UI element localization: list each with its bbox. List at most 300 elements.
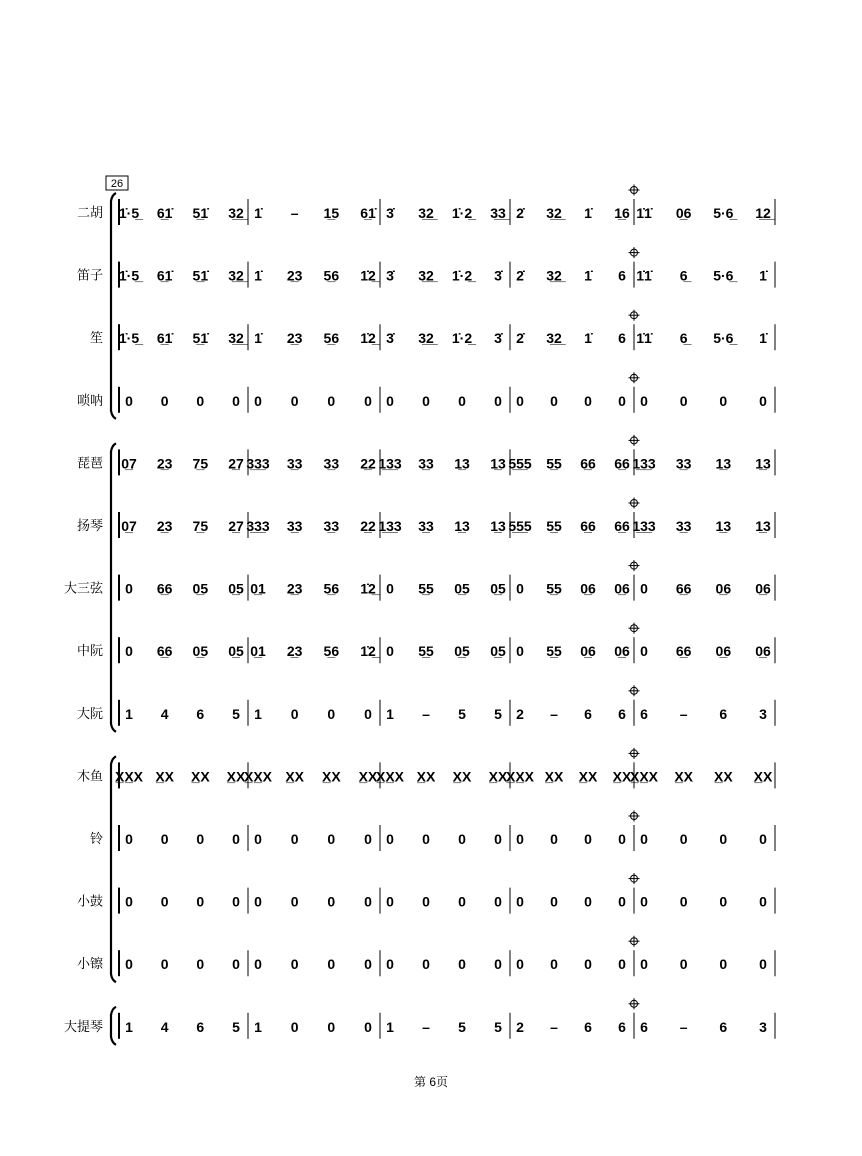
- note: 0: [640, 831, 648, 847]
- note: 2̲2: [360, 455, 376, 472]
- note: 5·6̲: [713, 205, 734, 221]
- note: 1̲3: [755, 518, 771, 534]
- note: 0̲5: [228, 580, 244, 597]
- note: 5̲6: [323, 643, 340, 660]
- note: 1̲3: [454, 455, 470, 472]
- note: 0: [160, 831, 169, 847]
- note: 6̲6: [614, 455, 630, 472]
- note: 7̲5: [192, 455, 209, 472]
- note: X̲X: [713, 768, 733, 785]
- note: X̲X: [226, 768, 246, 785]
- note: 6: [719, 705, 728, 722]
- coda-icon: [629, 560, 640, 571]
- note: 5̲5̲5: [508, 518, 532, 534]
- note: 1̲3: [490, 455, 506, 472]
- instrument-label: 扬琴: [76, 518, 103, 533]
- coda-icon: [629, 185, 640, 196]
- note: 6: [618, 330, 626, 347]
- note: 5: [458, 705, 466, 722]
- note: 0: [458, 831, 466, 847]
- note: 0: [719, 831, 728, 847]
- note: 1̇·2̲: [451, 267, 473, 284]
- note: 5̲1̇: [192, 330, 209, 347]
- note: 0̲5: [192, 580, 209, 597]
- note: 1: [125, 1018, 133, 1035]
- note: 0: [386, 392, 394, 409]
- instrument-label: 笙: [89, 330, 103, 346]
- note: 0: [550, 956, 558, 973]
- note: X̲X: [488, 768, 508, 785]
- note: 0: [386, 956, 394, 973]
- note: X̲X: [190, 768, 210, 785]
- note: 1: [386, 705, 394, 722]
- note: 2: [516, 705, 524, 722]
- note: 2̲3: [286, 267, 303, 284]
- note: 0: [364, 893, 372, 910]
- note: 6: [640, 1018, 648, 1035]
- note: 0: [254, 831, 262, 847]
- note: 0: [759, 831, 767, 847]
- note: 0: [364, 392, 372, 409]
- note: 1̇·5̲: [118, 330, 140, 347]
- note: 0̲6: [580, 643, 596, 660]
- note: 6̲6: [580, 518, 596, 534]
- note: 1̲3: [454, 518, 470, 534]
- note: 1̇2̲: [360, 267, 376, 284]
- note: 3̲2̲: [418, 205, 434, 221]
- note: 3̲3: [286, 455, 303, 472]
- note: 0̲6: [715, 580, 732, 597]
- note: 0: [550, 392, 558, 409]
- note: 2: [516, 1018, 524, 1035]
- note: 0̲5: [454, 580, 470, 597]
- note: X̲X̲X: [505, 768, 535, 785]
- note: 0: [327, 392, 336, 409]
- instrument-label: 大阮: [76, 705, 103, 721]
- note: 3̇: [386, 330, 394, 347]
- note: 0: [759, 893, 767, 910]
- note: 7̲5: [192, 518, 209, 534]
- note: 1̇1̇: [636, 330, 652, 347]
- note: X̲X: [612, 768, 632, 785]
- rehearsal-mark: [106, 176, 128, 190]
- coda-icon: [629, 310, 640, 321]
- note: 3̇: [494, 330, 502, 347]
- note: 1̲3: [490, 518, 506, 534]
- note: 6: [618, 705, 626, 722]
- note: 1̇: [254, 330, 262, 347]
- note: 0: [327, 705, 336, 722]
- instrument-label: 木鱼: [76, 768, 103, 784]
- note: 0: [327, 831, 336, 847]
- note: 1̇1̇: [636, 205, 652, 221]
- note: 0: [422, 831, 430, 847]
- note: 0: [516, 956, 524, 973]
- note: 1: [386, 1018, 394, 1035]
- note: X̲X̲X: [114, 768, 144, 785]
- instrument-label: 唢呐: [76, 392, 103, 408]
- note: 0: [125, 893, 133, 910]
- note: 0: [618, 392, 626, 409]
- note: 0̲5: [454, 643, 470, 660]
- note: –: [290, 205, 299, 221]
- note: 0: [458, 893, 466, 910]
- note: 5̲1̇: [192, 205, 209, 221]
- note: 4: [160, 705, 169, 722]
- note: 0̲6: [614, 643, 630, 660]
- coda-icon: [629, 748, 640, 759]
- note: 0: [640, 893, 648, 910]
- note: 6̲1̇: [156, 330, 173, 347]
- note: X̲X: [321, 768, 341, 785]
- note: X̲X: [285, 768, 305, 785]
- note: 0: [458, 392, 466, 409]
- note: –: [679, 705, 688, 722]
- system-bracket: [111, 193, 116, 419]
- note: 6̲6: [580, 455, 596, 472]
- note: 0: [679, 831, 688, 847]
- note: –: [550, 705, 558, 722]
- note: 0: [422, 956, 430, 973]
- note: –: [679, 1018, 688, 1035]
- note: 0: [584, 956, 592, 973]
- coda-icon: [629, 623, 640, 634]
- note: 6: [196, 705, 205, 722]
- note: 1̇: [254, 205, 262, 221]
- note: 5̲6: [323, 330, 340, 347]
- note: 0: [290, 1018, 299, 1035]
- coda-icon: [629, 998, 640, 1009]
- note: 3̲2̲: [228, 330, 244, 347]
- note: 5: [232, 705, 240, 722]
- note: 6: [584, 705, 592, 722]
- note: 0: [550, 831, 558, 847]
- note: 0̲6: [580, 580, 596, 597]
- note: 0: [679, 392, 688, 409]
- note: 0: [458, 956, 466, 973]
- note: –: [422, 705, 430, 722]
- note: 0: [232, 893, 240, 910]
- notes: [115, 205, 776, 1035]
- note: 5̲5: [418, 643, 434, 660]
- instrument-label: 笛子: [76, 267, 103, 283]
- note: 6̲1̇: [156, 267, 173, 284]
- note: 0: [584, 831, 592, 847]
- note: X̲X: [416, 768, 436, 785]
- note: 0: [290, 392, 299, 409]
- note: 3̲3̲3: [246, 518, 270, 534]
- note: 0: [550, 893, 558, 910]
- coda-icon: [629, 372, 640, 383]
- note: 6: [618, 1018, 626, 1035]
- note: 3̲2̲: [228, 205, 244, 221]
- instrument-label: 铃: [89, 831, 103, 846]
- note: 2̲2: [360, 518, 376, 534]
- note: 0: [364, 956, 372, 973]
- note: 2̲3: [156, 518, 173, 534]
- note: X̲X: [674, 768, 694, 785]
- note: 3̲3̲: [490, 205, 506, 221]
- note: 0: [196, 893, 205, 910]
- note: 0: [125, 956, 133, 973]
- note: 1: [254, 1018, 262, 1035]
- note: 0: [759, 392, 767, 409]
- note: 0: [719, 893, 728, 910]
- note: 0: [232, 831, 240, 847]
- note: 3: [759, 1018, 767, 1035]
- note: 1̲3: [755, 455, 771, 472]
- note: 2̲3: [286, 643, 303, 660]
- note: 1̇·5̲: [118, 267, 140, 284]
- note: 1̇2̲: [360, 580, 376, 597]
- note: 0: [254, 956, 262, 973]
- note: 3̲3: [675, 518, 692, 534]
- note: 0: [386, 893, 394, 910]
- note: 6: [640, 705, 648, 722]
- note: 0: [327, 893, 336, 910]
- note: 3̲2̲: [546, 330, 562, 347]
- note: 1̲5: [323, 205, 340, 221]
- system-bracket: [111, 1007, 116, 1045]
- note: 1̲3̲3: [378, 518, 402, 534]
- note: 1̲3̲3: [632, 455, 656, 472]
- note: 0: [196, 392, 205, 409]
- note: 0: [516, 392, 524, 409]
- system-brackets: [111, 193, 116, 1045]
- note: 0: [254, 392, 262, 409]
- note: 0̲6: [614, 580, 630, 597]
- note: 3̲2̲: [418, 330, 434, 347]
- note: 0: [516, 831, 524, 847]
- note: 0: [196, 831, 205, 847]
- note: 6̲6: [156, 580, 173, 597]
- note: X̲X̲X: [375, 768, 405, 785]
- note: 0: [254, 893, 262, 910]
- note: 1̇1̇: [636, 267, 652, 284]
- note: 5̲5: [546, 580, 562, 597]
- note: 0: [494, 392, 502, 409]
- note: 2̲7: [228, 518, 244, 534]
- note: 0: [640, 643, 648, 660]
- note: X̲X̲X: [629, 768, 659, 785]
- note: 0: [232, 956, 240, 973]
- note: 1: [254, 705, 262, 722]
- instrument-label: 小鼓: [76, 893, 103, 909]
- note: 3̲3: [418, 518, 434, 534]
- coda-icon: [629, 936, 640, 947]
- note: 3̲2̲: [546, 205, 562, 221]
- note: 0: [290, 705, 299, 722]
- note: 0: [364, 831, 372, 847]
- note: 5: [232, 1018, 240, 1035]
- note: 3̇: [494, 267, 502, 284]
- page-number: 第 6页: [413, 1075, 448, 1089]
- note: 0: [516, 893, 524, 910]
- instrument-label: 大三弦: [63, 580, 103, 596]
- note: 1: [125, 705, 133, 722]
- note: 1̇: [759, 330, 767, 347]
- note: 0: [516, 643, 524, 660]
- note: 3̲3: [323, 455, 340, 472]
- coda-icon: [629, 873, 640, 884]
- rehearsal-mark-text: 26: [110, 178, 124, 190]
- note: 0̲1: [250, 580, 266, 597]
- note: 3̇: [386, 205, 394, 221]
- coda-icon: [629, 247, 640, 258]
- note: X̲X: [578, 768, 598, 785]
- note: 0: [125, 580, 133, 597]
- note: 3̲3̲3: [246, 455, 270, 472]
- note: 0: [618, 956, 626, 973]
- note: 0: [160, 893, 169, 910]
- note: 4: [160, 1018, 169, 1035]
- note: 0: [640, 392, 648, 409]
- note: 1̲2̲: [755, 205, 771, 221]
- note: 1̇: [584, 267, 592, 284]
- note: 2̲7: [228, 455, 244, 472]
- note: 1̇·5̲: [118, 205, 140, 221]
- coda-icon: [629, 498, 640, 509]
- note: 0: [364, 1018, 372, 1035]
- note: 0: [679, 956, 688, 973]
- note: 0: [759, 956, 767, 973]
- note: 1̲3: [715, 455, 732, 472]
- instrument-label: 大提琴: [63, 1018, 103, 1034]
- instrument-label: 二胡: [76, 205, 103, 220]
- note: 3: [759, 705, 767, 722]
- coda-icon: [629, 811, 640, 822]
- note: 5·6̲: [713, 330, 734, 347]
- note: X̲X: [452, 768, 472, 785]
- note: 0̲5: [192, 643, 209, 660]
- note: 0: [196, 956, 205, 973]
- note: 0: [618, 893, 626, 910]
- note: 2̲3: [286, 580, 303, 597]
- note: 0: [618, 831, 626, 847]
- note: 0: [584, 893, 592, 910]
- note: 3̇: [386, 267, 394, 284]
- system-bracket: [111, 443, 116, 731]
- note: 3̲2̲: [546, 267, 562, 284]
- note: 6̲6: [675, 643, 692, 660]
- note: 1̇·2̲: [451, 205, 473, 221]
- instrument-labels: [64, 205, 104, 1034]
- note: 5̲1̇: [192, 267, 209, 284]
- note: 0̲6: [755, 643, 771, 660]
- note: –: [550, 1018, 558, 1035]
- note: 5·6̲: [713, 267, 734, 284]
- note: 0: [494, 893, 502, 910]
- note: 0: [160, 392, 169, 409]
- note: 0: [364, 705, 372, 722]
- note: X̲X: [544, 768, 564, 785]
- coda-icon: [629, 685, 640, 696]
- note: 5̲5: [546, 455, 562, 472]
- note: 1̲3̲3: [632, 518, 656, 534]
- note: 6̲: [679, 330, 688, 347]
- note: X̲X: [753, 768, 773, 785]
- note: 6: [719, 1018, 728, 1035]
- note: 1̇: [584, 205, 592, 221]
- note: 2̲3: [156, 455, 173, 472]
- note: 6: [196, 1018, 205, 1035]
- note: 5: [494, 705, 502, 722]
- note: 6̲1̇: [360, 205, 376, 221]
- note: 0̲5: [490, 580, 506, 597]
- note: 0: [679, 893, 688, 910]
- instrument-label: 小镲: [76, 956, 103, 972]
- note: 0̲6: [675, 205, 692, 221]
- note: 0: [232, 392, 240, 409]
- note: 0: [386, 643, 394, 660]
- note: 1̲6: [614, 205, 630, 221]
- note: 0: [290, 956, 299, 973]
- note: 3̲3: [286, 518, 303, 534]
- instrument-label: 中阮: [76, 643, 103, 659]
- note: 2̇: [516, 205, 524, 221]
- note: X̲X: [155, 768, 175, 785]
- note: 1̇: [584, 330, 592, 347]
- note: 0: [327, 956, 336, 973]
- note: 1̲3: [715, 518, 732, 534]
- note: 0̲5: [228, 643, 244, 660]
- note: 5̲5: [546, 518, 562, 534]
- note: 5̲5̲5: [508, 455, 532, 472]
- note: 1̇2̲: [360, 330, 376, 347]
- note: 5̲5: [418, 580, 434, 597]
- note: 0: [125, 643, 133, 660]
- note: 0̲7: [121, 518, 137, 534]
- note: 1̇: [254, 267, 262, 284]
- note: 0̲6: [715, 643, 732, 660]
- note: 0: [640, 956, 648, 973]
- note: 0: [422, 893, 430, 910]
- note: 0: [494, 831, 502, 847]
- note: 0: [386, 831, 394, 847]
- system-bracket: [111, 756, 116, 982]
- note: 0: [584, 392, 592, 409]
- note: 0: [516, 580, 524, 597]
- note: 6: [584, 1018, 592, 1035]
- note: –: [422, 1018, 430, 1035]
- note: 1̇2̲: [360, 643, 376, 660]
- note: 0̲5: [490, 643, 506, 660]
- note: 5: [458, 1018, 466, 1035]
- note: 3̲2̲: [418, 267, 434, 284]
- note: 0: [327, 1018, 336, 1035]
- note: X̲X: [358, 768, 378, 785]
- note: 1̇: [759, 267, 767, 284]
- note: 6̲1̇: [156, 205, 173, 221]
- note: 0̲7: [121, 455, 137, 472]
- note: 3̲2̲: [228, 267, 244, 284]
- note: 0̲1: [250, 643, 266, 660]
- note: 5̲5: [546, 643, 562, 660]
- instrument-label: 琵琶: [76, 455, 103, 471]
- note: 3̲3: [323, 518, 340, 534]
- note: 3̲3: [418, 455, 434, 472]
- note: 0: [290, 893, 299, 910]
- note: 5: [494, 1018, 502, 1035]
- barlines: [119, 199, 775, 1039]
- note: 1̲3̲3: [378, 455, 402, 472]
- note: 0: [125, 392, 133, 409]
- note: 5̲6: [323, 580, 340, 597]
- note: X̲X̲X: [243, 768, 273, 785]
- note: 0̲6: [755, 580, 771, 597]
- note: 0: [160, 956, 169, 973]
- note: 0: [386, 580, 394, 597]
